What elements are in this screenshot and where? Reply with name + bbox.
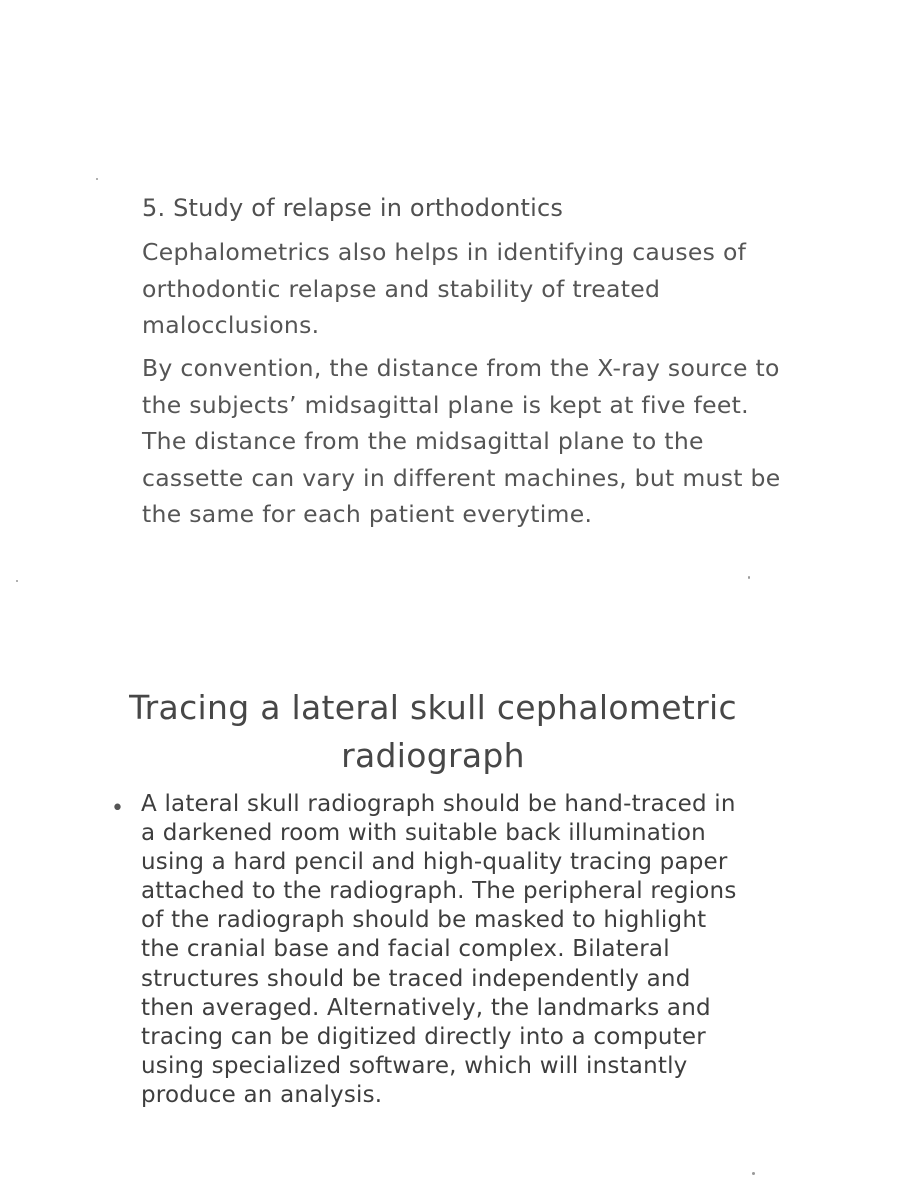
section-heading: 5. Study of relapse in orthodontics [142, 194, 564, 222]
scan-speck [748, 576, 750, 579]
paragraph-relapse: Cephalometrics also helps in identifying causes of orthodontic relapse and stability of treated malocclusions. [142, 238, 747, 340]
paragraph-convention: By convention, the distance from the X-ray source to the subjects’ midsagittal plane is kept at five feet. The distance from the midsagittal plane to the cassette can vary in different machines, but must be the same for each patient everytime. [142, 354, 781, 529]
scan-speck [16, 580, 18, 582]
slide-title: Tracing a lateral skull cephalometric radiograph [129, 688, 737, 775]
bullet-icon: • [111, 796, 124, 821]
bullet-paragraph: A lateral skull radiograph should be hand-traced in a darkened room with suitable back illumination using a hard pencil and high-quality tracing paper attached to the radiograph. The peripheral regions of the radiograph should be masked to highlight the cranial base and facial complex. Bilateral structures should be traced independently and then averaged. Alternatively, the landmarks and tracing can be digitized directly into a computer using specialized software, which will instantly produce an analysis. [141, 791, 737, 1108]
scan-speck [96, 178, 98, 180]
scan-speck [752, 1172, 755, 1175]
